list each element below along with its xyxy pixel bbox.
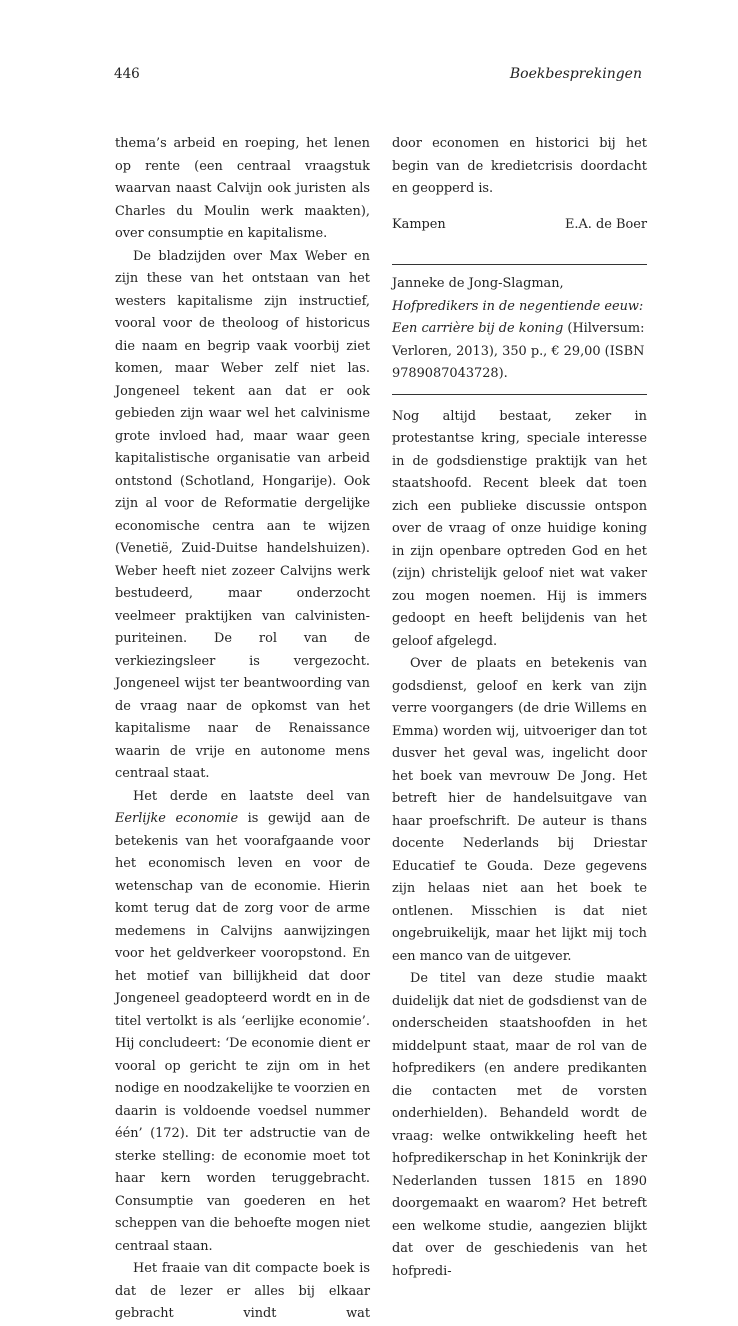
- divider: [392, 394, 647, 395]
- signature-name: E.A. de Boer: [564, 216, 647, 232]
- divider: [392, 264, 647, 265]
- bib-author: Janneke de Jong-Slagman,: [392, 276, 564, 291]
- page-header: [114, 66, 642, 86]
- bib-title: Hofpredikers in de negentiende eeuw: Een carrière bij de koning: [392, 298, 644, 336]
- bib-details: (Hilversum: Verloren, 2013), 350 p., € 29,00 (ISBN 9789087043728).: [392, 321, 645, 381]
- bibliographic-entry: [392, 273, 647, 386]
- book-title: Eerlijke economie: [115, 811, 239, 826]
- right-column: [392, 133, 647, 1283]
- review-signature: [392, 214, 647, 237]
- paragraph: Over de plaats en betekenis van godsdienst, geloof en kerk van zijn verre voorgangers (de drie Willems en Emma) worden wij, uitvoeriger dan tot dusver het geval was, ingelicht door het boek van mevrouw De Jong. Het betreft hier de handelsuitgave van haar proefschrift. De auteur is thans docente Nederlands bij Driestar Educatief te Gouda. Deze gegevens zijn helaas niet aan het boek te ontlenen. Misschien is dat niet ongebruikelijk, maar het lijkt mij toch een manco van de uitgever.: [392, 656, 647, 964]
- paragraph: thema’s arbeid en roeping, het lenen op rente (een centraal vraagstuk waarvan naast Calvijn ook juristen als Charles du Moulin werk maakten), over consumptie en kapitalisme.: [115, 136, 370, 241]
- paragraph: De bladzijden over Max Weber en zijn these van het ontstaan van het westers kapitalisme zijn instructief, vooral voor de theoloog of historicus die naam en begrip vaak voorbij ziet komen, maar Weber zelf niet las. Jongeneel tekent aan dat er ook gebieden zijn waar wel het calvinisme grote invloed had, maar waar geen kapitalistische organisatie van arbeid ontstond (Schotland, Hongarije). Ook zijn al voor de Reformatie dergelijke economische centra aan te wijzen (Venetië, Zuid-Duitse handelshuizen). Weber heeft niet zozeer Calvijns werk bestudeerd, maar onderzocht veelmeer praktijken van calvinisten-puriteinen. De rol van de verkiezingsleer is vergezocht. Jongeneel wijst ter beantwoording van de vraag naar de opkomst van het kapitalisme naar de Renaissance waarin de vrije en autonome mens centraal staat.: [115, 248, 370, 781]
- paragraph: De titel van deze studie maakt duidelijk dat niet de godsdienst van de onderscheiden staatshoofden in het middelpunt staat, maar de rol van de hofpredikers (en andere predikanten die contacten met de vorsten onderhielden). Behandeld wordt de vraag: welke ontwikkeling heeft het hofpredikerschap in het Koninkrijk der Nederlanden tussen 1815 en 1890 doorgemaakt en waarom? Het betreft een welkome studie, aangezien blijkt dat over de geschiedenis van het hofpredi-: [392, 971, 647, 1279]
- paragraph: Het fraaie van dit compacte boek is dat de lezer er alles bij elkaar gebracht vindt wat: [115, 1261, 370, 1321]
- paragraph-text: Het derde en laatste deel van: [133, 788, 370, 804]
- paragraph-text: is gewijd aan de betekenis van het voorafgaande voor het economisch leven en voor de wetenschap van de economie. Hierin komt terug dat de zorg voor de arme medemens in Calvijns aanwijzingen voor het geldverkeer vooropstond. En het motief van billijkheid dat door Jongeneel geadopteerd wordt en in de titel vertolkt is als ‘eerlijke economie’. Hij concludeert: ‘De economie dient er vooral op gericht te zijn om in het nodige en noodzakelijke te voorzien en daarin is voldoende voedsel nummer één’ (172). Dit ter adstructie van de sterke stelling: de economie moet tot haar kern worden teruggebracht. Consumptie van goederen en het scheppen van die behoefte mogen niet centraal staan.: [115, 811, 370, 1254]
- page-number: 446: [114, 66, 140, 82]
- left-column: [115, 133, 370, 1326]
- paragraph: Nog altijd bestaat, zeker in protestantse kring, speciale interesse in de godsdienstige praktijk van het staatshoofd. Recent bleek dat toen zich een publieke discussie ontspon over de vraag of onze huidige koning in zijn openbare optreden God en het (zijn) christelijk geloof niet wat vaker zou mogen noemen. Hij is immers gedoopt en heeft belijdenis van het geloof afgelegd.: [392, 408, 647, 649]
- signature-place: Kampen: [392, 216, 446, 232]
- paragraph: door economen en historici bij het begin van de kredietcrisis doordacht en geopperd is.: [392, 136, 647, 196]
- running-head: Boekbesprekingen: [509, 66, 642, 82]
- paragraph: [115, 786, 370, 1259]
